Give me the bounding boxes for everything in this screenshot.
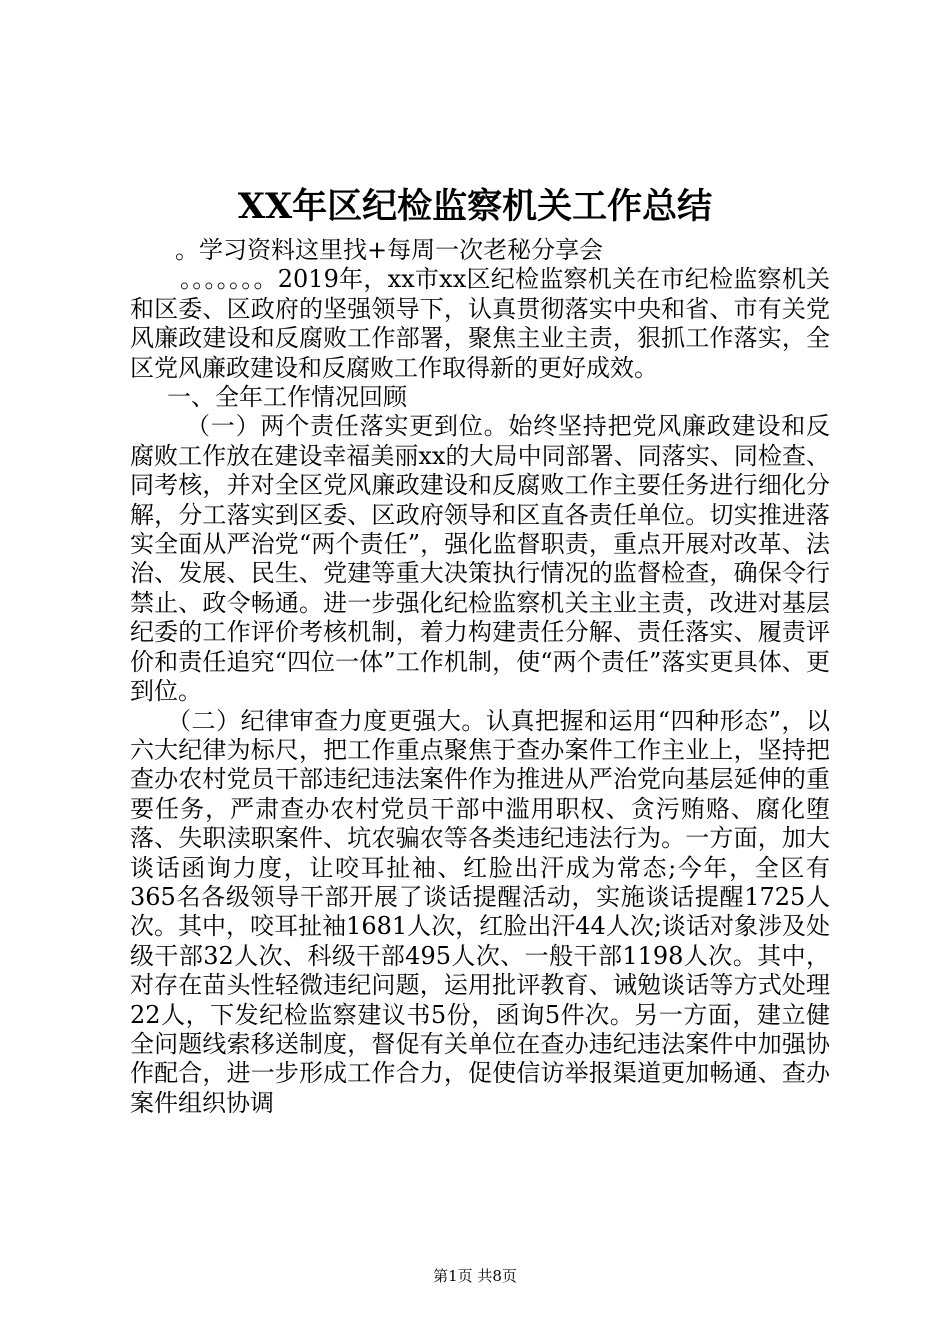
page-number-footer: 第1页 共8页: [433, 1267, 517, 1285]
intro-line: 。学习资料这里找+每周一次老秘分享会: [175, 236, 604, 264]
document-title: XX年区纪检监察机关工作总结: [237, 186, 713, 227]
section-heading: 一、全年工作情况回顾: [167, 383, 407, 412]
paragraph-discipline-review: （二）纪律审查力度更强大。认真把握和运用“四种形态”，以六大纪律为标尺，把工作重点聚焦于查办案件工作主业上，坚持把查办农村党员干部违纪违法案件作为推进从严治党向基层延伸的重要任务，严肃查办农村党员干部中滥用职权、贪污贿赂、腐化堕落、失职渎职案件、坑农骗农等各类违纪违法行为。一方面，加大谈话函询力度，让咬耳扯袖、红脸出汗成为常态;今年，全区有365名各级领导干部开展了谈话提醒活动，实施谈话提醒1725人次。其中，咬耳扯袖1681人次，红脸出汗44人次;谈话对象涉及处级干部32人次、科级干部495人次、一般干部1198人次。其中，对存在苗头性轻微违纪问题，运用批评教育、诫勉谈话等方式处理22人，下发纪检监察建议书5份，函询5件次。另一方面，建立健全问题线索移送制度，督促有关单位在查办违纪违法案件中加强协作配合，进一步形成工作合力，促使信访举报渠道更加畅通、查办案件组织协调: [130, 706, 830, 1117]
paragraph-responsibility: （一）两个责任落实更到位。始终坚持把党风廉政建设和反腐败工作放在建设幸福美丽xx的大局中同部署、同落实、同检查、同考核，并对全区党风廉政建设和反腐败工作主要任务进行细化分解，分工落实到区委、区政府领导和区直各责任单位。切实推进落实全面从严治党“两个责任”，强化监督职责，重点开展对改革、法治、发展、民生、党建等重大决策执行情况的监督检查，确保令行禁止、政令畅通。进一步强化纪检监察机关主业主责，改进对基层纪委的工作评价考核机制，着力构建责任分解、责任落实、履责评价和责任追究“四位一体”工作机制，使“两个责任”落实更具体、更到位。: [130, 412, 830, 706]
paragraph-summary: 。。。。。。。2019年，xx市xx区纪检监察机关在市纪检监察机关和区委、区政府的坚强领导下，认真贯彻落实中央和省、市有关党风廉政建设和反腐败工作部署，聚焦主业主责，狠抓工作落实，全区党风廉政建设和反腐败工作取得新的更好成效。: [130, 265, 830, 382]
document-body: [130, 236, 830, 1118]
